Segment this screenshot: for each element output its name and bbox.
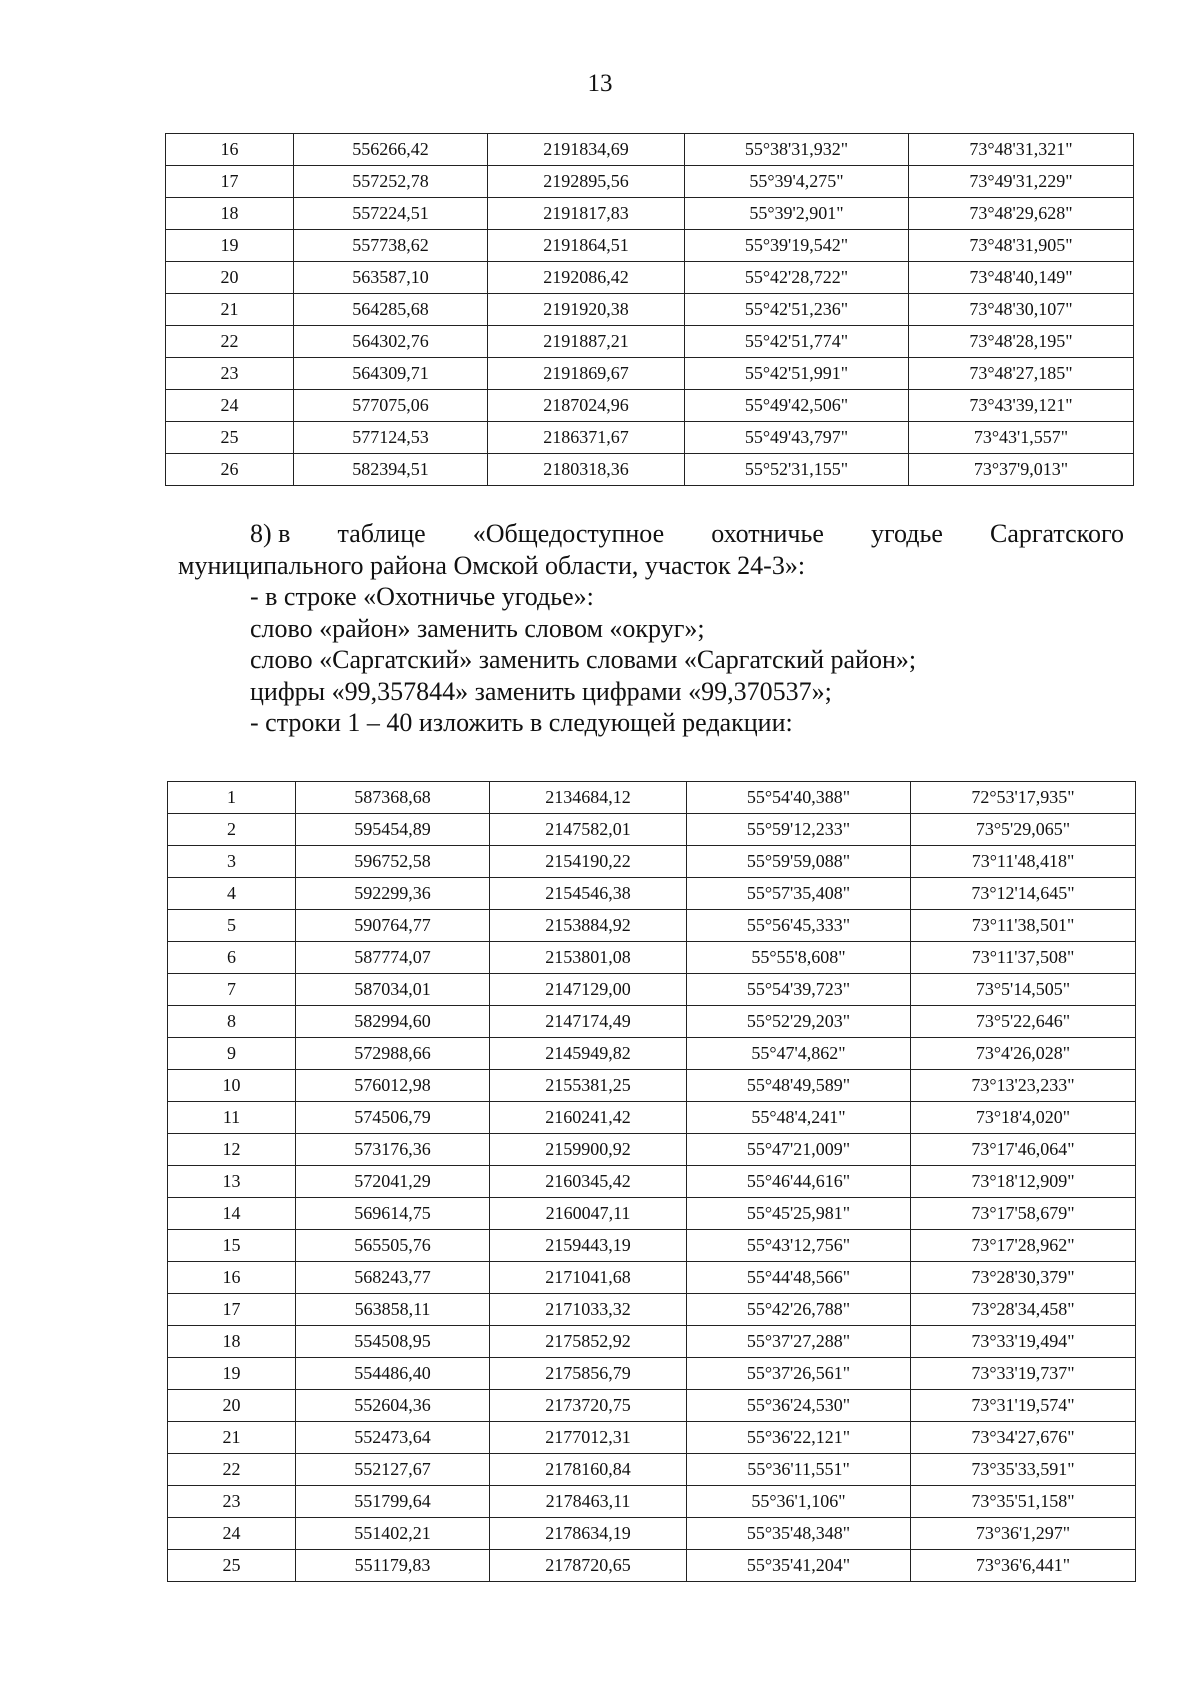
table-row: [168, 1294, 1136, 1326]
table-cell: 2155381,25: [490, 1070, 687, 1102]
amendment-line-4: слово «район» заменить словом «округ»;: [250, 613, 705, 643]
table-cell: 2160241,42: [490, 1102, 687, 1134]
table-cell: 73°48'40,149": [909, 262, 1134, 294]
table-cell: 3: [168, 846, 296, 878]
amendment-word: таблице: [337, 519, 426, 548]
table-cell: 55°52'31,155": [685, 454, 909, 486]
table-cell: 22: [166, 326, 294, 358]
table-cell: 55°42'51,991": [685, 358, 909, 390]
table-cell: 14: [168, 1198, 296, 1230]
table-body: [168, 782, 1136, 1582]
table-row: [168, 1038, 1136, 1070]
table-row: [168, 910, 1136, 942]
table-row: [168, 1550, 1136, 1582]
table-cell: 19: [166, 230, 294, 262]
table-cell: 55°45'25,981": [687, 1198, 911, 1230]
table-cell: 55°47'21,009": [687, 1134, 911, 1166]
amendment-word: «Общедоступное: [472, 519, 665, 548]
table-cell: 18: [168, 1326, 296, 1358]
table-cell: 55°37'26,561": [687, 1358, 911, 1390]
table-cell: 2160047,11: [490, 1198, 687, 1230]
table-cell: 564285,68: [294, 294, 488, 326]
table-cell: 2153884,92: [490, 910, 687, 942]
amendment-text: [178, 518, 1124, 739]
table-cell: 1: [168, 782, 296, 814]
table-row: [168, 942, 1136, 974]
table-cell: 55°39'4,275": [685, 166, 909, 198]
table-cell: 577124,53: [294, 422, 488, 454]
table-cell: 2178463,11: [490, 1486, 687, 1518]
table-cell: 5: [168, 910, 296, 942]
table-cell: 2: [168, 814, 296, 846]
table-cell: 16: [168, 1262, 296, 1294]
table-row: [168, 1198, 1136, 1230]
table-cell: 552604,36: [296, 1390, 490, 1422]
table-cell: 2191920,38: [488, 294, 685, 326]
table-cell: 73°36'6,441": [911, 1550, 1136, 1582]
table-cell: 2147174,49: [490, 1006, 687, 1038]
table-cell: 596752,58: [296, 846, 490, 878]
amendment-word: угодье: [871, 519, 943, 548]
table-cell: 569614,75: [296, 1198, 490, 1230]
page-number: 13: [587, 70, 613, 97]
table-cell: 590764,77: [296, 910, 490, 942]
table-cell: 2154546,38: [490, 878, 687, 910]
table-cell: 73°33'19,494": [911, 1326, 1136, 1358]
table-row: [166, 390, 1134, 422]
table-cell: 55°48'49,589": [687, 1070, 911, 1102]
table-row: [166, 166, 1134, 198]
table-cell: 21: [168, 1422, 296, 1454]
table-row: [168, 1006, 1136, 1038]
amendment-line-2: муниципального района Омской области, участок 24-3»:: [178, 550, 806, 580]
table-cell: 22: [168, 1454, 296, 1486]
table-cell: 73°35'33,591": [911, 1454, 1136, 1486]
table-cell: 557738,62: [294, 230, 488, 262]
table-cell: 55°56'45,333": [687, 910, 911, 942]
table-cell: 572041,29: [296, 1166, 490, 1198]
table-cell: 55°42'51,774": [685, 326, 909, 358]
table-cell: 2177012,31: [490, 1422, 687, 1454]
table-row: [166, 198, 1134, 230]
table-cell: 552473,64: [296, 1422, 490, 1454]
table-cell: 2159443,19: [490, 1230, 687, 1262]
table-body: [166, 134, 1134, 486]
table-cell: 73°48'29,628": [909, 198, 1134, 230]
table-row: [168, 1070, 1136, 1102]
table-row: [168, 1134, 1136, 1166]
table-cell: 73°48'27,185": [909, 358, 1134, 390]
table-cell: 26: [166, 454, 294, 486]
table-cell: 55°59'59,088": [687, 846, 911, 878]
table-cell: 577075,06: [294, 390, 488, 422]
table-cell: 73°11'37,508": [911, 942, 1136, 974]
table-cell: 564309,71: [294, 358, 488, 390]
table-cell: 2159900,92: [490, 1134, 687, 1166]
table-row: [168, 974, 1136, 1006]
table-cell: 2186371,67: [488, 422, 685, 454]
table-row: [168, 1166, 1136, 1198]
table-cell: 8: [168, 1006, 296, 1038]
table-cell: 10: [168, 1070, 296, 1102]
amendment-line-1: [178, 518, 1124, 550]
table-row: [168, 814, 1136, 846]
table-row: [166, 262, 1134, 294]
table-row: [168, 1390, 1136, 1422]
table-cell: 73°35'51,158": [911, 1486, 1136, 1518]
table-cell: 55°54'39,723": [687, 974, 911, 1006]
table-row: [168, 1518, 1136, 1550]
table-cell: 582994,60: [296, 1006, 490, 1038]
table-cell: 2191817,83: [488, 198, 685, 230]
table-cell: 73°5'22,646": [911, 1006, 1136, 1038]
table-cell: 55°55'8,608": [687, 942, 911, 974]
table-cell: 9: [168, 1038, 296, 1070]
amendment-line-3: - в строке «Охотничье угодье»:: [250, 582, 594, 611]
table-cell: 55°36'1,106": [687, 1486, 911, 1518]
table-cell: 55°36'24,530": [687, 1390, 911, 1422]
table-cell: 595454,89: [296, 814, 490, 846]
table-cell: 73°5'29,065": [911, 814, 1136, 846]
table-row: [168, 1326, 1136, 1358]
table-cell: 73°49'31,229": [909, 166, 1134, 198]
table-cell: 73°28'30,379": [911, 1262, 1136, 1294]
table-cell: 55°44'48,566": [687, 1262, 911, 1294]
table-cell: 6: [168, 942, 296, 974]
table-cell: 20: [166, 262, 294, 294]
table-cell: 11: [168, 1102, 296, 1134]
table-cell: 592299,36: [296, 878, 490, 910]
table-cell: 73°48'31,321": [909, 134, 1134, 166]
table-cell: 2154190,22: [490, 846, 687, 878]
table-cell: 73°28'34,458": [911, 1294, 1136, 1326]
table-cell: 24: [168, 1518, 296, 1550]
table-cell: 55°42'26,788": [687, 1294, 911, 1326]
table-cell: 2147582,01: [490, 814, 687, 846]
table-cell: 2171033,32: [490, 1294, 687, 1326]
table-cell: 2173720,75: [490, 1390, 687, 1422]
table-cell: 582394,51: [294, 454, 488, 486]
table-cell: 55°49'42,506": [685, 390, 909, 422]
table-cell: 2192895,56: [488, 166, 685, 198]
table-cell: 568243,77: [296, 1262, 490, 1294]
table-cell: 572988,66: [296, 1038, 490, 1070]
table-row: [166, 454, 1134, 486]
amendment-line-7: - строки 1 – 40 изложить в следующей редакции:: [250, 708, 793, 737]
table-cell: 2192086,42: [488, 262, 685, 294]
table-cell: 13: [168, 1166, 296, 1198]
amendment-word: 8) в: [250, 519, 291, 548]
table-cell: 55°59'12,233": [687, 814, 911, 846]
table-row: [166, 294, 1134, 326]
table-cell: 73°18'4,020": [911, 1102, 1136, 1134]
table-row: [168, 1262, 1136, 1294]
table-row: [166, 358, 1134, 390]
table-cell: 55°37'27,288": [687, 1326, 911, 1358]
table-cell: 587368,68: [296, 782, 490, 814]
table-cell: 2178160,84: [490, 1454, 687, 1486]
coordinates-table-new: [167, 781, 1136, 1582]
table-cell: 73°13'23,233": [911, 1070, 1136, 1102]
table-cell: 15: [168, 1230, 296, 1262]
table-cell: 2153801,08: [490, 942, 687, 974]
table-row: [168, 782, 1136, 814]
table-cell: 18: [166, 198, 294, 230]
table-cell: 2171041,68: [490, 1262, 687, 1294]
table-cell: 72°53'17,935": [911, 782, 1136, 814]
table-cell: 55°42'28,722": [685, 262, 909, 294]
table-cell: 2191869,67: [488, 358, 685, 390]
table-cell: 73°48'28,195": [909, 326, 1134, 358]
table-row: [168, 1358, 1136, 1390]
table-cell: 2175852,92: [490, 1326, 687, 1358]
table-cell: 21: [166, 294, 294, 326]
table-cell: 23: [168, 1486, 296, 1518]
table-cell: 564302,76: [294, 326, 488, 358]
table-cell: 552127,67: [296, 1454, 490, 1486]
table-cell: 2178634,19: [490, 1518, 687, 1550]
table-row: [166, 230, 1134, 262]
table-cell: 554508,95: [296, 1326, 490, 1358]
table-cell: 55°57'35,408": [687, 878, 911, 910]
table-row: [168, 1454, 1136, 1486]
table-cell: 576012,98: [296, 1070, 490, 1102]
table-cell: 19: [168, 1358, 296, 1390]
table-row: [168, 1102, 1136, 1134]
table-cell: 574506,79: [296, 1102, 490, 1134]
table-cell: 556266,42: [294, 134, 488, 166]
table-cell: 73°36'1,297": [911, 1518, 1136, 1550]
table-cell: 55°35'41,204": [687, 1550, 911, 1582]
table-cell: 55°35'48,348": [687, 1518, 911, 1550]
table-cell: 73°11'38,501": [911, 910, 1136, 942]
table-cell: 73°43'1,557": [909, 422, 1134, 454]
table-row: [166, 326, 1134, 358]
table-cell: 2134684,12: [490, 782, 687, 814]
table-cell: 55°42'51,236": [685, 294, 909, 326]
table-cell: 73°48'31,905": [909, 230, 1134, 262]
table-cell: 73°17'46,064": [911, 1134, 1136, 1166]
table-cell: 73°43'39,121": [909, 390, 1134, 422]
table-cell: 2178720,65: [490, 1550, 687, 1582]
table-row: [168, 1422, 1136, 1454]
table-cell: 55°39'19,542": [685, 230, 909, 262]
table-cell: 4: [168, 878, 296, 910]
table-cell: 25: [166, 422, 294, 454]
table-cell: 2175856,79: [490, 1358, 687, 1390]
table-row: [168, 1230, 1136, 1262]
table-cell: 55°36'11,551": [687, 1454, 911, 1486]
amendment-word: охотничье: [711, 519, 824, 548]
table-cell: 55°49'43,797": [685, 422, 909, 454]
table-cell: 73°4'26,028": [911, 1038, 1136, 1070]
amendment-word: Саргатского: [990, 519, 1124, 548]
table-cell: 73°33'19,737": [911, 1358, 1136, 1390]
table-cell: 12: [168, 1134, 296, 1166]
table-cell: 587774,07: [296, 942, 490, 974]
table-cell: 573176,36: [296, 1134, 490, 1166]
table-cell: 73°34'27,676": [911, 1422, 1136, 1454]
table-cell: 551179,83: [296, 1550, 490, 1582]
table-cell: 551799,64: [296, 1486, 490, 1518]
coordinates-table-continued: [165, 133, 1134, 486]
table-cell: 73°12'14,645": [911, 878, 1136, 910]
table-cell: 73°48'30,107": [909, 294, 1134, 326]
table-cell: 557252,78: [294, 166, 488, 198]
table-row: [166, 422, 1134, 454]
table-cell: 551402,21: [296, 1518, 490, 1550]
table-cell: 2191864,51: [488, 230, 685, 262]
table-row: [168, 878, 1136, 910]
table-cell: 73°11'48,418": [911, 846, 1136, 878]
table-cell: 25: [168, 1550, 296, 1582]
table-cell: 55°47'4,862": [687, 1038, 911, 1070]
table-cell: 587034,01: [296, 974, 490, 1006]
table-cell: 554486,40: [296, 1358, 490, 1390]
table-cell: 24: [166, 390, 294, 422]
table-cell: 55°43'12,756": [687, 1230, 911, 1262]
table-cell: 16: [166, 134, 294, 166]
table-cell: 17: [168, 1294, 296, 1326]
table-cell: 565505,76: [296, 1230, 490, 1262]
table-cell: 2180318,36: [488, 454, 685, 486]
table-cell: 55°38'31,932": [685, 134, 909, 166]
table-cell: 73°17'58,679": [911, 1198, 1136, 1230]
table-cell: 73°31'19,574": [911, 1390, 1136, 1422]
table-cell: 2191834,69: [488, 134, 685, 166]
table-cell: 55°52'29,203": [687, 1006, 911, 1038]
table-row: [168, 846, 1136, 878]
table-cell: 17: [166, 166, 294, 198]
table-cell: 73°17'28,962": [911, 1230, 1136, 1262]
table-cell: 557224,51: [294, 198, 488, 230]
table-cell: 2147129,00: [490, 974, 687, 1006]
amendment-line-6: цифры «99,357844» заменить цифрами «99,370537»;: [250, 676, 832, 706]
table-cell: 23: [166, 358, 294, 390]
table-cell: 563587,10: [294, 262, 488, 294]
table-cell: 55°46'44,616": [687, 1166, 911, 1198]
table-cell: 20: [168, 1390, 296, 1422]
table-cell: 7: [168, 974, 296, 1006]
table-row: [168, 1486, 1136, 1518]
table-cell: 2191887,21: [488, 326, 685, 358]
table-cell: 73°5'14,505": [911, 974, 1136, 1006]
amendment-line-5: слово «Саргатский» заменить словами «Саргатский район»;: [250, 645, 917, 674]
table-cell: 55°48'4,241": [687, 1102, 911, 1134]
table-cell: 563858,11: [296, 1294, 490, 1326]
table-cell: 2145949,82: [490, 1038, 687, 1070]
table-cell: 2160345,42: [490, 1166, 687, 1198]
table-row: [166, 134, 1134, 166]
table-cell: 2187024,96: [488, 390, 685, 422]
table-cell: 73°18'12,909": [911, 1166, 1136, 1198]
table-cell: 73°37'9,013": [909, 454, 1134, 486]
table-cell: 55°54'40,388": [687, 782, 911, 814]
table-cell: 55°36'22,121": [687, 1422, 911, 1454]
table-cell: 55°39'2,901": [685, 198, 909, 230]
